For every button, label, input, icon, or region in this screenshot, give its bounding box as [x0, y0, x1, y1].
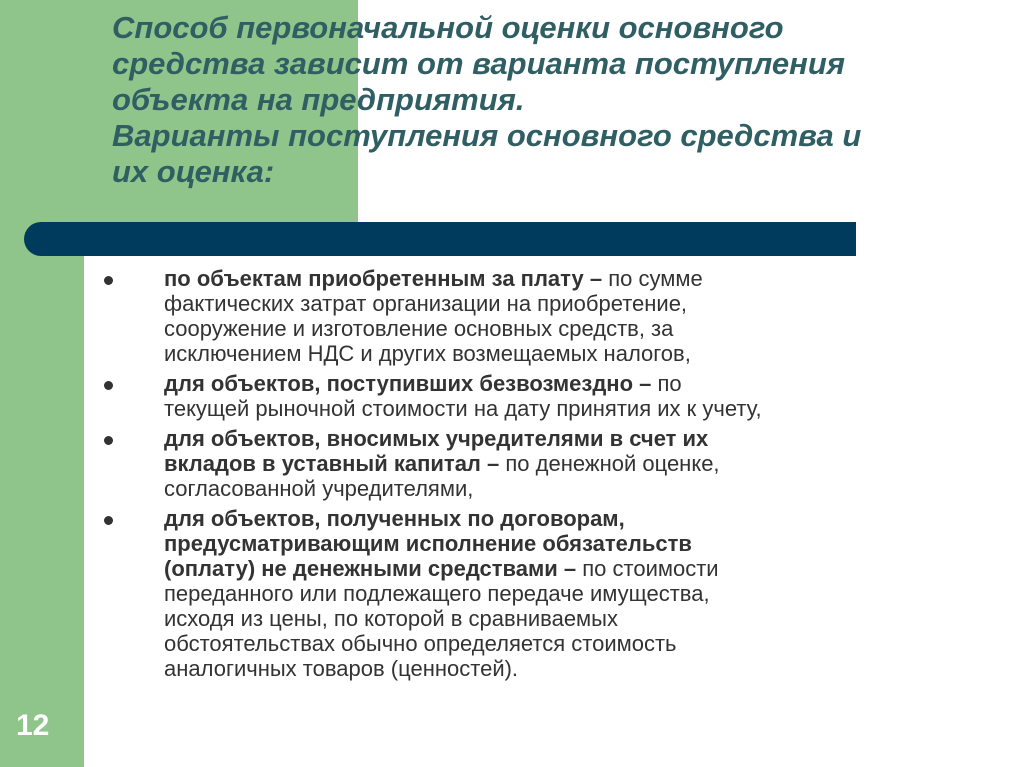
bullet-line [164, 631, 920, 656]
bullet-heading-text: вкладов в уставный капитал – [164, 451, 506, 476]
bullet-dot-icon [104, 381, 113, 390]
bullet-body-text: по сумме [608, 266, 703, 291]
bullet-body-text: аналогичных товаров (ценностей). [164, 656, 519, 681]
list-item [100, 371, 920, 421]
list-item [100, 426, 920, 501]
bullet-line [164, 341, 920, 366]
bullet-body-text: исходя из цены, по которой в сравниваемых [164, 606, 618, 631]
bullet-heading-text: предусматривающим исполнение обязательств [164, 531, 692, 556]
bullet-line [164, 371, 920, 396]
bullet-dot-icon [104, 436, 113, 445]
bullet-line [164, 426, 920, 451]
bullet-heading-text: для объектов, поступивших безвозмездно – [164, 371, 658, 396]
bullet-line [164, 476, 920, 501]
bullet-line [164, 656, 920, 681]
left-green-band [0, 0, 84, 767]
bullet-dot-icon [104, 516, 113, 525]
bullet-body-text: текущей рыночной стоимости на дату принятия их к учету, [164, 396, 762, 421]
bullet-heading-text: для объектов, вносимых учредителями в счет их [164, 426, 709, 451]
bullet-body-text: обстоятельствах обычно определяется стоимость [164, 631, 677, 656]
divider-bar [24, 222, 856, 256]
bullet-line [164, 506, 920, 531]
bullet-line [164, 556, 920, 581]
bullet-line [164, 606, 920, 631]
bullet-line [164, 531, 920, 556]
bullet-body-text: сооружение и изготовление основных средств, за [164, 316, 674, 341]
bullet-body-text: переданного или подлежащего передаче имущества, [164, 581, 710, 606]
bullet-line [164, 396, 920, 421]
bullet-line [164, 266, 920, 291]
bullet-body-text: исключением НДС и других возмещаемых налогов, [164, 341, 691, 366]
list-item [100, 506, 920, 681]
bullet-heading-text: по объектам приобретенным за плату – [164, 266, 609, 291]
title-line: их оценка: [112, 154, 275, 189]
slide-title [112, 10, 992, 190]
title-line: Способ первоначальной оценки основного [112, 10, 784, 45]
bullet-list [100, 266, 920, 686]
bullet-heading-text: для объектов, полученных по договорам, [164, 506, 625, 531]
slide-number: 12 [16, 709, 50, 742]
bullet-dot-icon [104, 276, 113, 285]
bullet-body-text: согласованной учредителями, [164, 476, 474, 501]
bullet-body-text: по денежной оценке, [505, 451, 720, 476]
bullet-line [164, 581, 920, 606]
bullet-line [164, 316, 920, 341]
bullet-body-text: по [657, 371, 682, 396]
list-item [100, 266, 920, 366]
bullet-line [164, 291, 920, 316]
bullet-heading-text: (оплату) не денежными средствами – [164, 556, 583, 581]
title-line: объекта на предприятия. [112, 82, 525, 117]
bullet-body-text: фактических затрат организации на приобретение, [164, 291, 688, 316]
bullet-line [164, 451, 920, 476]
bullet-body-text: по стоимости [582, 556, 719, 581]
title-line: средства зависит от варианта поступления [112, 46, 846, 81]
title-line: Варианты поступления основного средства и [112, 118, 862, 153]
